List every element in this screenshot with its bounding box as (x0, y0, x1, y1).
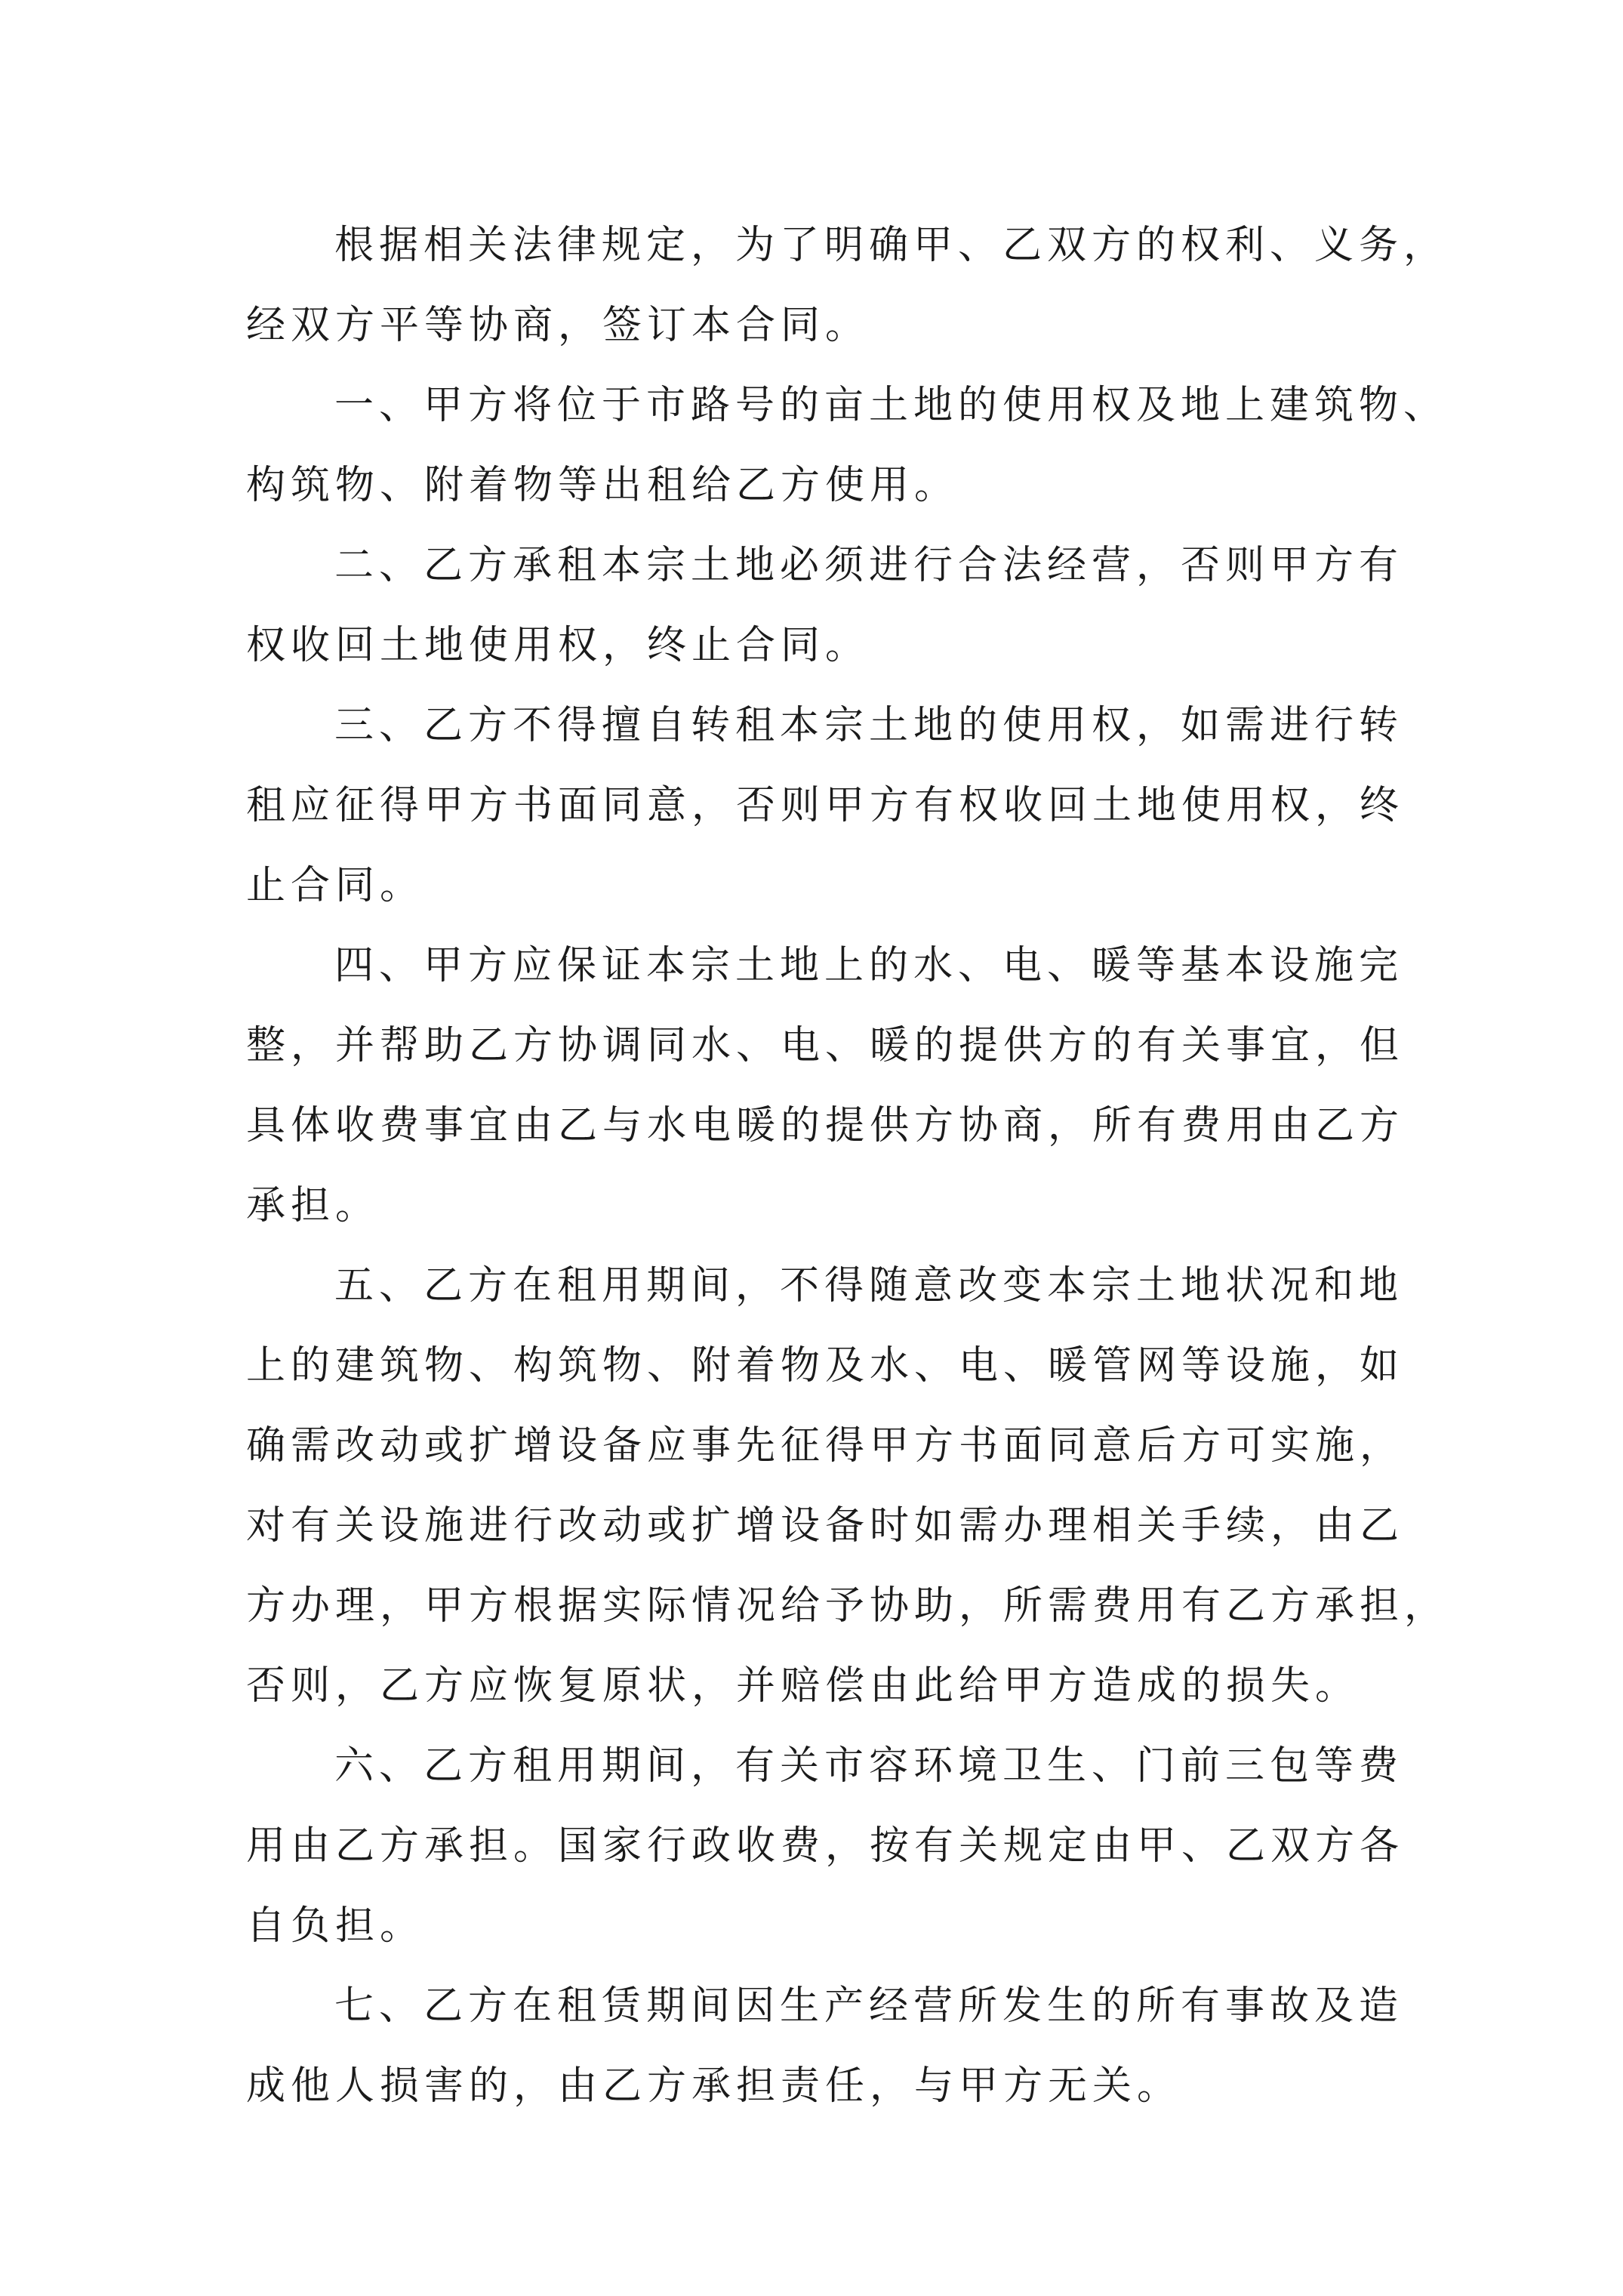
text-line: 自负担。 (246, 1903, 425, 1949)
text-line: 承担。 (246, 1183, 380, 1228)
paragraph-clause-7 (246, 1966, 1404, 2126)
text-line: 四、甲方应保证本宗土地上的水、电、暖等基本设施完 (334, 943, 1404, 988)
text-line: 用由乙方承担。国家行政收费，按有关规定由甲、乙双方各 (246, 1823, 1405, 1869)
text-line: 七、乙方在租赁期间因生产经营所发生的所有事故及造 (334, 1983, 1404, 2029)
paragraph-clause-3 (246, 686, 1405, 926)
text-line: 对有关设施进行改动或扩增设备时如需办理相关手续，由乙 (246, 1503, 1405, 1549)
paragraph-clause-1 (246, 365, 1449, 525)
text-line: 具体收费事宜由乙与水电暖的提供方协商，所有费用由乙方 (246, 1103, 1405, 1148)
text-line: 三、乙方不得擅自转租本宗土地的使用权，如需进行转 (334, 703, 1404, 748)
text-line: 一、甲方将位于市路号的亩土地的使用权及地上建筑物、 (334, 383, 1449, 428)
text-line: 成他人损害的，由乙方承担责任，与甲方无关。 (246, 2063, 1182, 2109)
contract-body (246, 205, 1449, 2126)
paragraph-clause-6 (246, 1726, 1405, 1966)
text-line: 否则，乙方应恢复原状，并赔偿由此给甲方造成的损失。 (246, 1663, 1360, 1709)
text-line: 六、乙方租用期间，有关市容环境卫生、门前三包等费 (334, 1743, 1404, 1789)
text-line: 构筑物、附着物等出租给乙方使用。 (246, 463, 959, 508)
text-line: 上的建筑物、构筑物、附着物及水、电、暖管网等设施，如 (246, 1343, 1405, 1388)
text-line: 方办理，甲方根据实际情况给予协助，所需费用有乙方承担， (246, 1583, 1449, 1629)
text-line: 止合同。 (246, 863, 425, 908)
text-line: 二、乙方承租本宗土地必须进行合法经营，否则甲方有 (334, 543, 1404, 588)
paragraph-clause-4 (246, 926, 1405, 1246)
paragraph-clause-2 (246, 525, 1404, 686)
text-line: 权收回土地使用权，终止合同。 (246, 623, 870, 668)
text-line: 经双方平等协商，签订本合同。 (246, 303, 870, 348)
paragraph-preamble (246, 205, 1449, 365)
text-line: 五、乙方在租用期间，不得随意改变本宗土地状况和地 (334, 1263, 1404, 1308)
text-line: 整，并帮助乙方协调同水、电、暖的提供方的有关事宜，但 (246, 1023, 1405, 1068)
text-line: 确需改动或扩增设备应事先征得甲方书面同意后方可实施， (246, 1423, 1405, 1469)
text-line: 根据相关法律规定，为了明确甲、乙双方的权利、义务， (334, 223, 1449, 268)
paragraph-clause-5 (246, 1246, 1449, 1726)
text-line: 租应征得甲方书面同意，否则甲方有权收回土地使用权，终 (246, 783, 1405, 828)
